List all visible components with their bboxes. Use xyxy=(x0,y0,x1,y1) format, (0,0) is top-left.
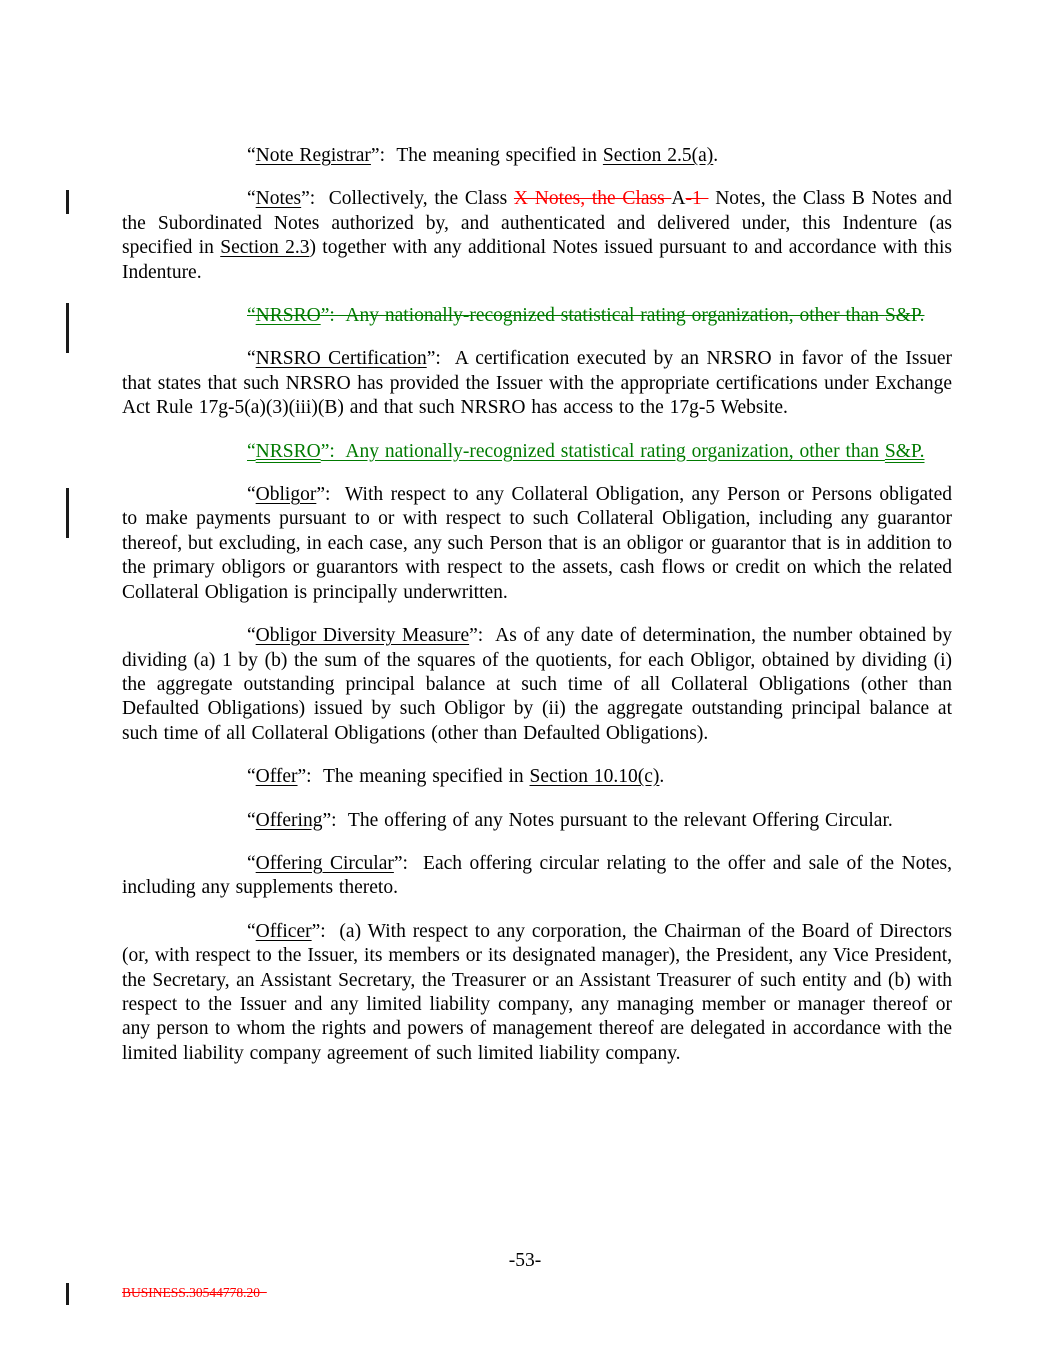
definition-note-registrar-run: “ xyxy=(247,145,256,166)
definition-nrsro-inserted-run: ”: Any nationally-recognized statistical rating organization, other than xyxy=(320,440,885,462)
definition-notes-run: “ xyxy=(247,188,256,210)
definition-notes-run: A xyxy=(671,188,686,210)
definition-notes xyxy=(122,187,952,285)
definition-obligor-diversity-measure-run: Obligor Diversity Measure xyxy=(255,625,470,647)
definition-nrsro-certification-run: NRSRO Certification xyxy=(255,348,427,370)
definition-offering-circular xyxy=(122,852,952,901)
definition-officer-run: ”: (a) With respect to any corporation, the Chairman of the Board of Directors (or, with respect to the Issuer, its members or its designated manager), the President, any Vice President, the Secretary, an Assistant Secretary, the Treasurer or an Assistant Treasurer of such entity and (b) with respect to the Issuer and any limited liability company, any managing member or manager thereof or any person to whom the rights and powers of management thereof are delegated in accordance with the limited liability company agreement of such limited liability company. xyxy=(122,920,952,1064)
definition-notes-run: ) together with any additional Notes issued pursuant to and accordance with this Indenture. xyxy=(122,237,952,283)
document-body xyxy=(122,144,952,1085)
definition-obligor-diversity-measure-run: ”: As of any date of determination, the number obtained by dividing (a) 1 by (b) the sum of the squares of the quotients, for each Obligor, obtained by dividing (i) the aggregate outstanding principal balance at such time of all Collateral Obligations (other than Defaulted Obligations) issued by such Obligor by (ii) the aggregate outstanding principal balance at such time of all Collateral Obligations (other than Defaulted Obligations). xyxy=(122,625,953,744)
definition-obligor-run: “ xyxy=(247,484,256,506)
change-bar-footer-document-id xyxy=(66,1283,69,1305)
definition-obligor-run: ”: With respect to any Collateral Obligation, any Person or Persons obligated to make payments pursuant to or with respect to such Collateral Obligation, including any guarantor thereof, but excluding, in each case, any such Person that is an obligor or guarantor that is in addition to the primary obligors or guarantors with respect to the assets, cash flows or credit on which the related Collateral Obligation is principally underwritten. xyxy=(122,484,952,603)
definition-officer-run: Officer xyxy=(255,920,312,942)
definition-nrsro-certification-run: ”: A certification executed by an NRSRO in favor of the Issuer that states that such NRSRO has provided the Issuer with the appropriate certifications under Exchange Act Rule 17g-5(a)(3)(iii)(B) and that such NRSRO has access to the 17g-5 Website. xyxy=(122,348,952,419)
definition-notes-run: Section 2.3 xyxy=(220,237,310,259)
change-bar-definition-nrsro-inserted xyxy=(66,488,69,538)
definition-nrsro-deleted-run: S&P. xyxy=(884,305,925,327)
definition-notes-run: Notes, the Class B Notes and the Subordinated Notes authorized by, and authenticated and delivered under, this Indenture (as specified in xyxy=(122,188,953,259)
definition-offer-run: Section 10.10(c) xyxy=(529,766,660,788)
definition-nrsro-inserted-run: “ xyxy=(247,440,256,462)
change-bar-definition-nrsro-deleted xyxy=(66,303,69,353)
definition-nrsro-inserted-run: NRSRO xyxy=(255,440,321,462)
definition-offering xyxy=(122,809,952,833)
definition-offer xyxy=(122,765,952,789)
definition-offering-circular-run: ”: Each offering circular relating to the offer and sale of the Notes, including any supplements thereto. xyxy=(122,852,952,899)
definition-nrsro-deleted-run: ”: Any nationally-recognized statistical rating organization, other than xyxy=(320,305,885,327)
definition-offering-circular-run: “ xyxy=(247,852,256,874)
definition-note-registrar-run: Section 2.5(a) xyxy=(602,145,714,166)
definition-nrsro-inserted xyxy=(122,440,952,464)
definition-obligor-run: Obligor xyxy=(255,484,317,506)
definition-offering-run: “ xyxy=(247,809,256,831)
definition-notes-run: ”: Collectively, the Class xyxy=(301,188,514,210)
definition-notes-run: -1 xyxy=(685,188,709,210)
definition-offer-run: “ xyxy=(247,766,256,788)
definition-nrsro-deleted-run: “ xyxy=(247,305,256,327)
footer-document-id: BUSINESS.30544778.20 xyxy=(122,1285,267,1300)
definition-offer-run: Offer xyxy=(255,766,298,788)
definition-note-registrar-run: . xyxy=(713,145,719,166)
definition-nrsro-deleted xyxy=(122,304,952,328)
definition-obligor-diversity-measure-run: “ xyxy=(247,625,256,647)
change-bar-definition-notes xyxy=(66,190,69,214)
definition-officer xyxy=(122,920,952,1066)
definition-nrsro-deleted-run: NRSRO xyxy=(255,305,321,327)
definition-note-registrar-run: Note Registrar xyxy=(255,145,371,166)
page-number: -53- xyxy=(508,1250,542,1271)
definition-offering-circular-run: Offering Circular xyxy=(255,852,394,874)
definition-notes-run: Notes xyxy=(255,188,302,210)
definition-offering-run: Offering xyxy=(255,809,323,831)
definition-obligor-diversity-measure xyxy=(122,624,952,746)
definition-officer-run: “ xyxy=(247,920,256,942)
definition-nrsro-certification xyxy=(122,347,952,420)
definition-notes-run: X Notes, the Class xyxy=(513,188,672,210)
definition-obligor xyxy=(122,483,952,605)
definition-note-registrar xyxy=(122,144,952,168)
definition-offering-run: ”: The offering of any Notes pursuant to the relevant Offering Circular. xyxy=(322,809,893,831)
definition-note-registrar-run: ”: The meaning specified in xyxy=(370,145,603,166)
definition-offer-run: . xyxy=(659,766,665,788)
definition-nrsro-inserted-run: S&P. xyxy=(884,440,925,462)
definition-nrsro-certification-run: “ xyxy=(247,348,256,370)
definition-offer-run: ”: The meaning specified in xyxy=(297,766,530,788)
